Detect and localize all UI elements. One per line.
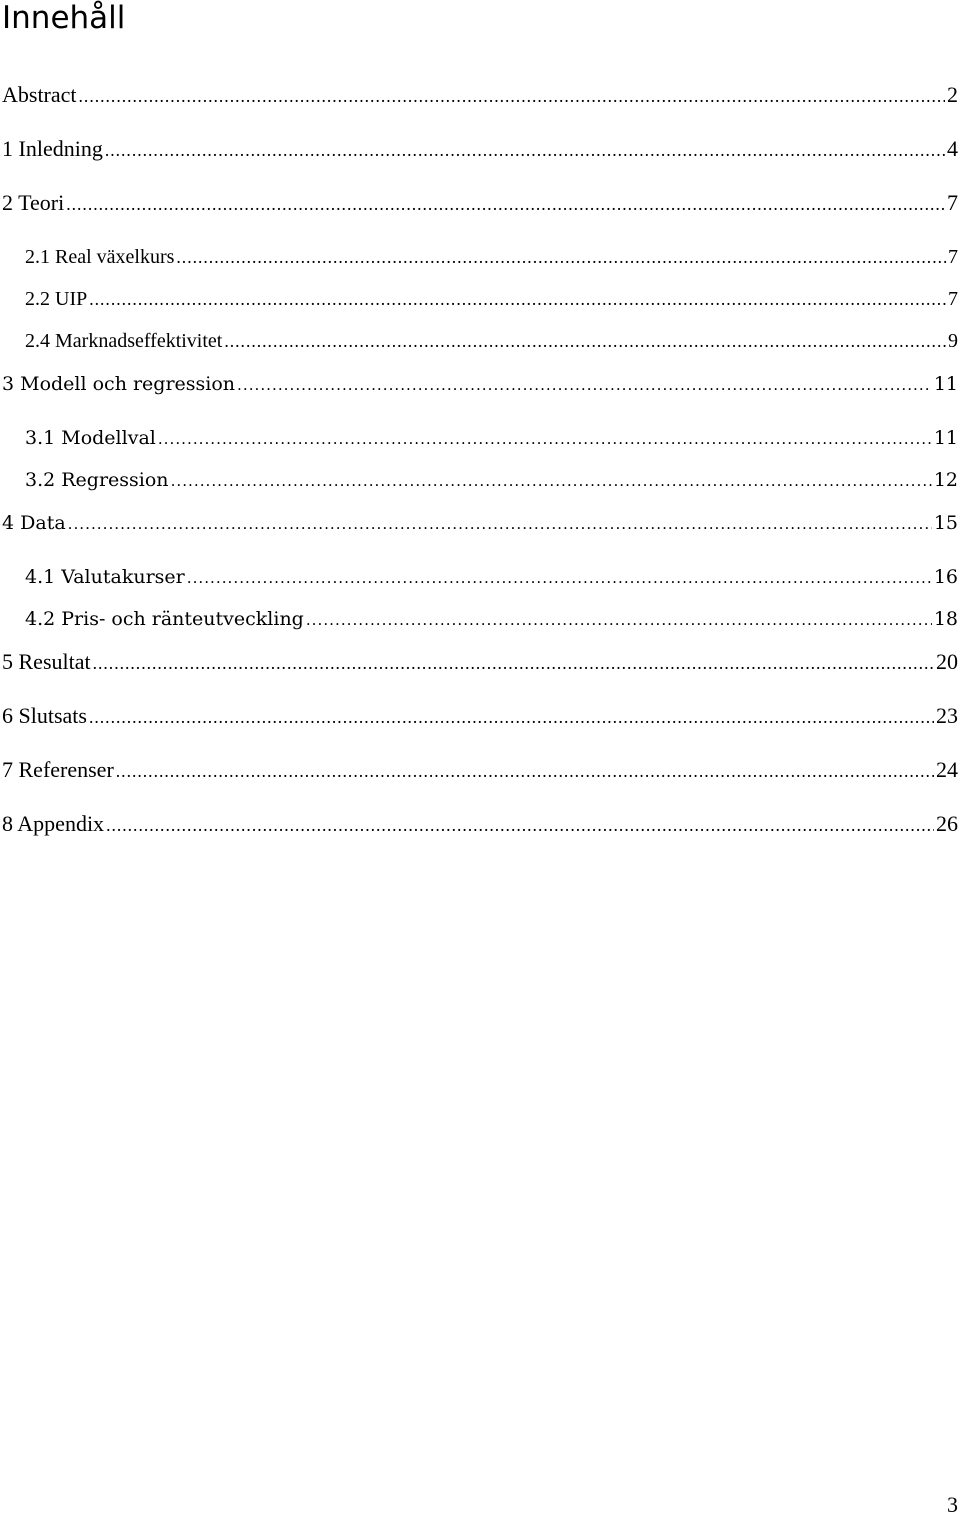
toc-entry-real-vaxelkurs[interactable]: [0, 242, 960, 272]
toc-entry-label: 3 Modell och regression: [2, 373, 236, 395]
toc-heading: Innehåll: [2, 0, 126, 36]
toc-entry-page: 18: [933, 608, 958, 630]
toc-entry-label: 4.1 Valutakurser: [25, 566, 185, 588]
toc-entry-page: 7: [948, 246, 958, 268]
toc-entry-page: 20: [936, 649, 958, 674]
toc-leader: [187, 563, 932, 593]
toc-entry-page: 15: [933, 512, 958, 534]
toc-entry-pris-och-ranteutveckling[interactable]: [0, 604, 960, 634]
toc-leader: [306, 605, 932, 635]
toc-entry-label: 4 Data: [2, 512, 66, 534]
toc-leader: [89, 702, 934, 732]
toc-entry-regression[interactable]: [0, 465, 960, 495]
toc-entry-page: 7: [948, 288, 958, 310]
toc-entry-teori[interactable]: [0, 188, 960, 218]
toc-entry-label: 5 Resultat: [2, 649, 91, 674]
toc-entry-page: 11: [933, 427, 958, 449]
toc-entry-label: 2.2 UIP: [25, 288, 88, 310]
toc-entry-uip[interactable]: [0, 284, 960, 314]
toc-leader: [93, 648, 934, 678]
toc-entry-label: Abstract: [2, 82, 77, 107]
toc-leader: [68, 509, 932, 539]
toc-entry-referenser[interactable]: [0, 755, 960, 785]
toc-entry-page: 26: [936, 811, 958, 836]
toc-leader: [106, 810, 934, 840]
toc-entry-label: 3.1 Modellval: [25, 427, 156, 449]
page-number: 3: [947, 1492, 958, 1517]
toc-leader: [176, 242, 946, 272]
toc-entry-page: 23: [936, 703, 958, 728]
toc-entry-label: 8 Appendix: [2, 811, 105, 836]
toc-entry-label: 1 Inledning: [2, 136, 103, 161]
toc-entry-page: 24: [936, 757, 958, 782]
toc-entry-modellval[interactable]: [0, 423, 960, 453]
toc-leader: [79, 81, 945, 111]
toc-entry-data[interactable]: [0, 508, 960, 538]
toc-leader: [89, 284, 946, 314]
toc-leader: [105, 135, 945, 165]
toc-entry-page: 16: [933, 566, 958, 588]
toc-entry-abstract[interactable]: [0, 80, 960, 110]
toc-entry-slutsats[interactable]: [0, 701, 960, 731]
toc-entry-modell-och-regression[interactable]: [0, 369, 960, 399]
toc-entry-label: 2.4 Marknadseffektivitet: [25, 330, 223, 352]
toc-entry-page: 9: [948, 330, 958, 352]
toc-entry-inledning[interactable]: [0, 134, 960, 164]
toc-entry-label: 7 Referenser: [2, 757, 114, 782]
toc-entry-label: 3.2 Regression: [25, 469, 169, 491]
toc-entry-page: 12: [933, 469, 958, 491]
toc-entry-label: 2.1 Real växelkurs: [25, 246, 175, 268]
toc-entry-page: 4: [947, 136, 958, 161]
toc-entry-page: 2: [947, 82, 958, 107]
toc-entry-resultat[interactable]: [0, 647, 960, 677]
toc-entry-label: 6 Slutsats: [2, 703, 87, 728]
toc-leader: [116, 756, 934, 786]
toc-entry-label: 4.2 Pris- och ränteutveckling: [25, 608, 304, 630]
toc-leader: [237, 370, 932, 400]
toc-entry-appendix[interactable]: [0, 809, 960, 839]
toc-entry-valutakurser[interactable]: [0, 562, 960, 592]
toc-entry-marknadseffektivitet[interactable]: [0, 326, 960, 356]
toc-entry-label: 2 Teori: [2, 190, 65, 215]
toc-entry-page: 11: [933, 373, 958, 395]
toc-leader: [158, 424, 932, 454]
toc-leader: [171, 466, 932, 496]
toc-leader: [66, 189, 945, 219]
toc-leader: [224, 326, 946, 356]
toc-entry-page: 7: [947, 190, 958, 215]
